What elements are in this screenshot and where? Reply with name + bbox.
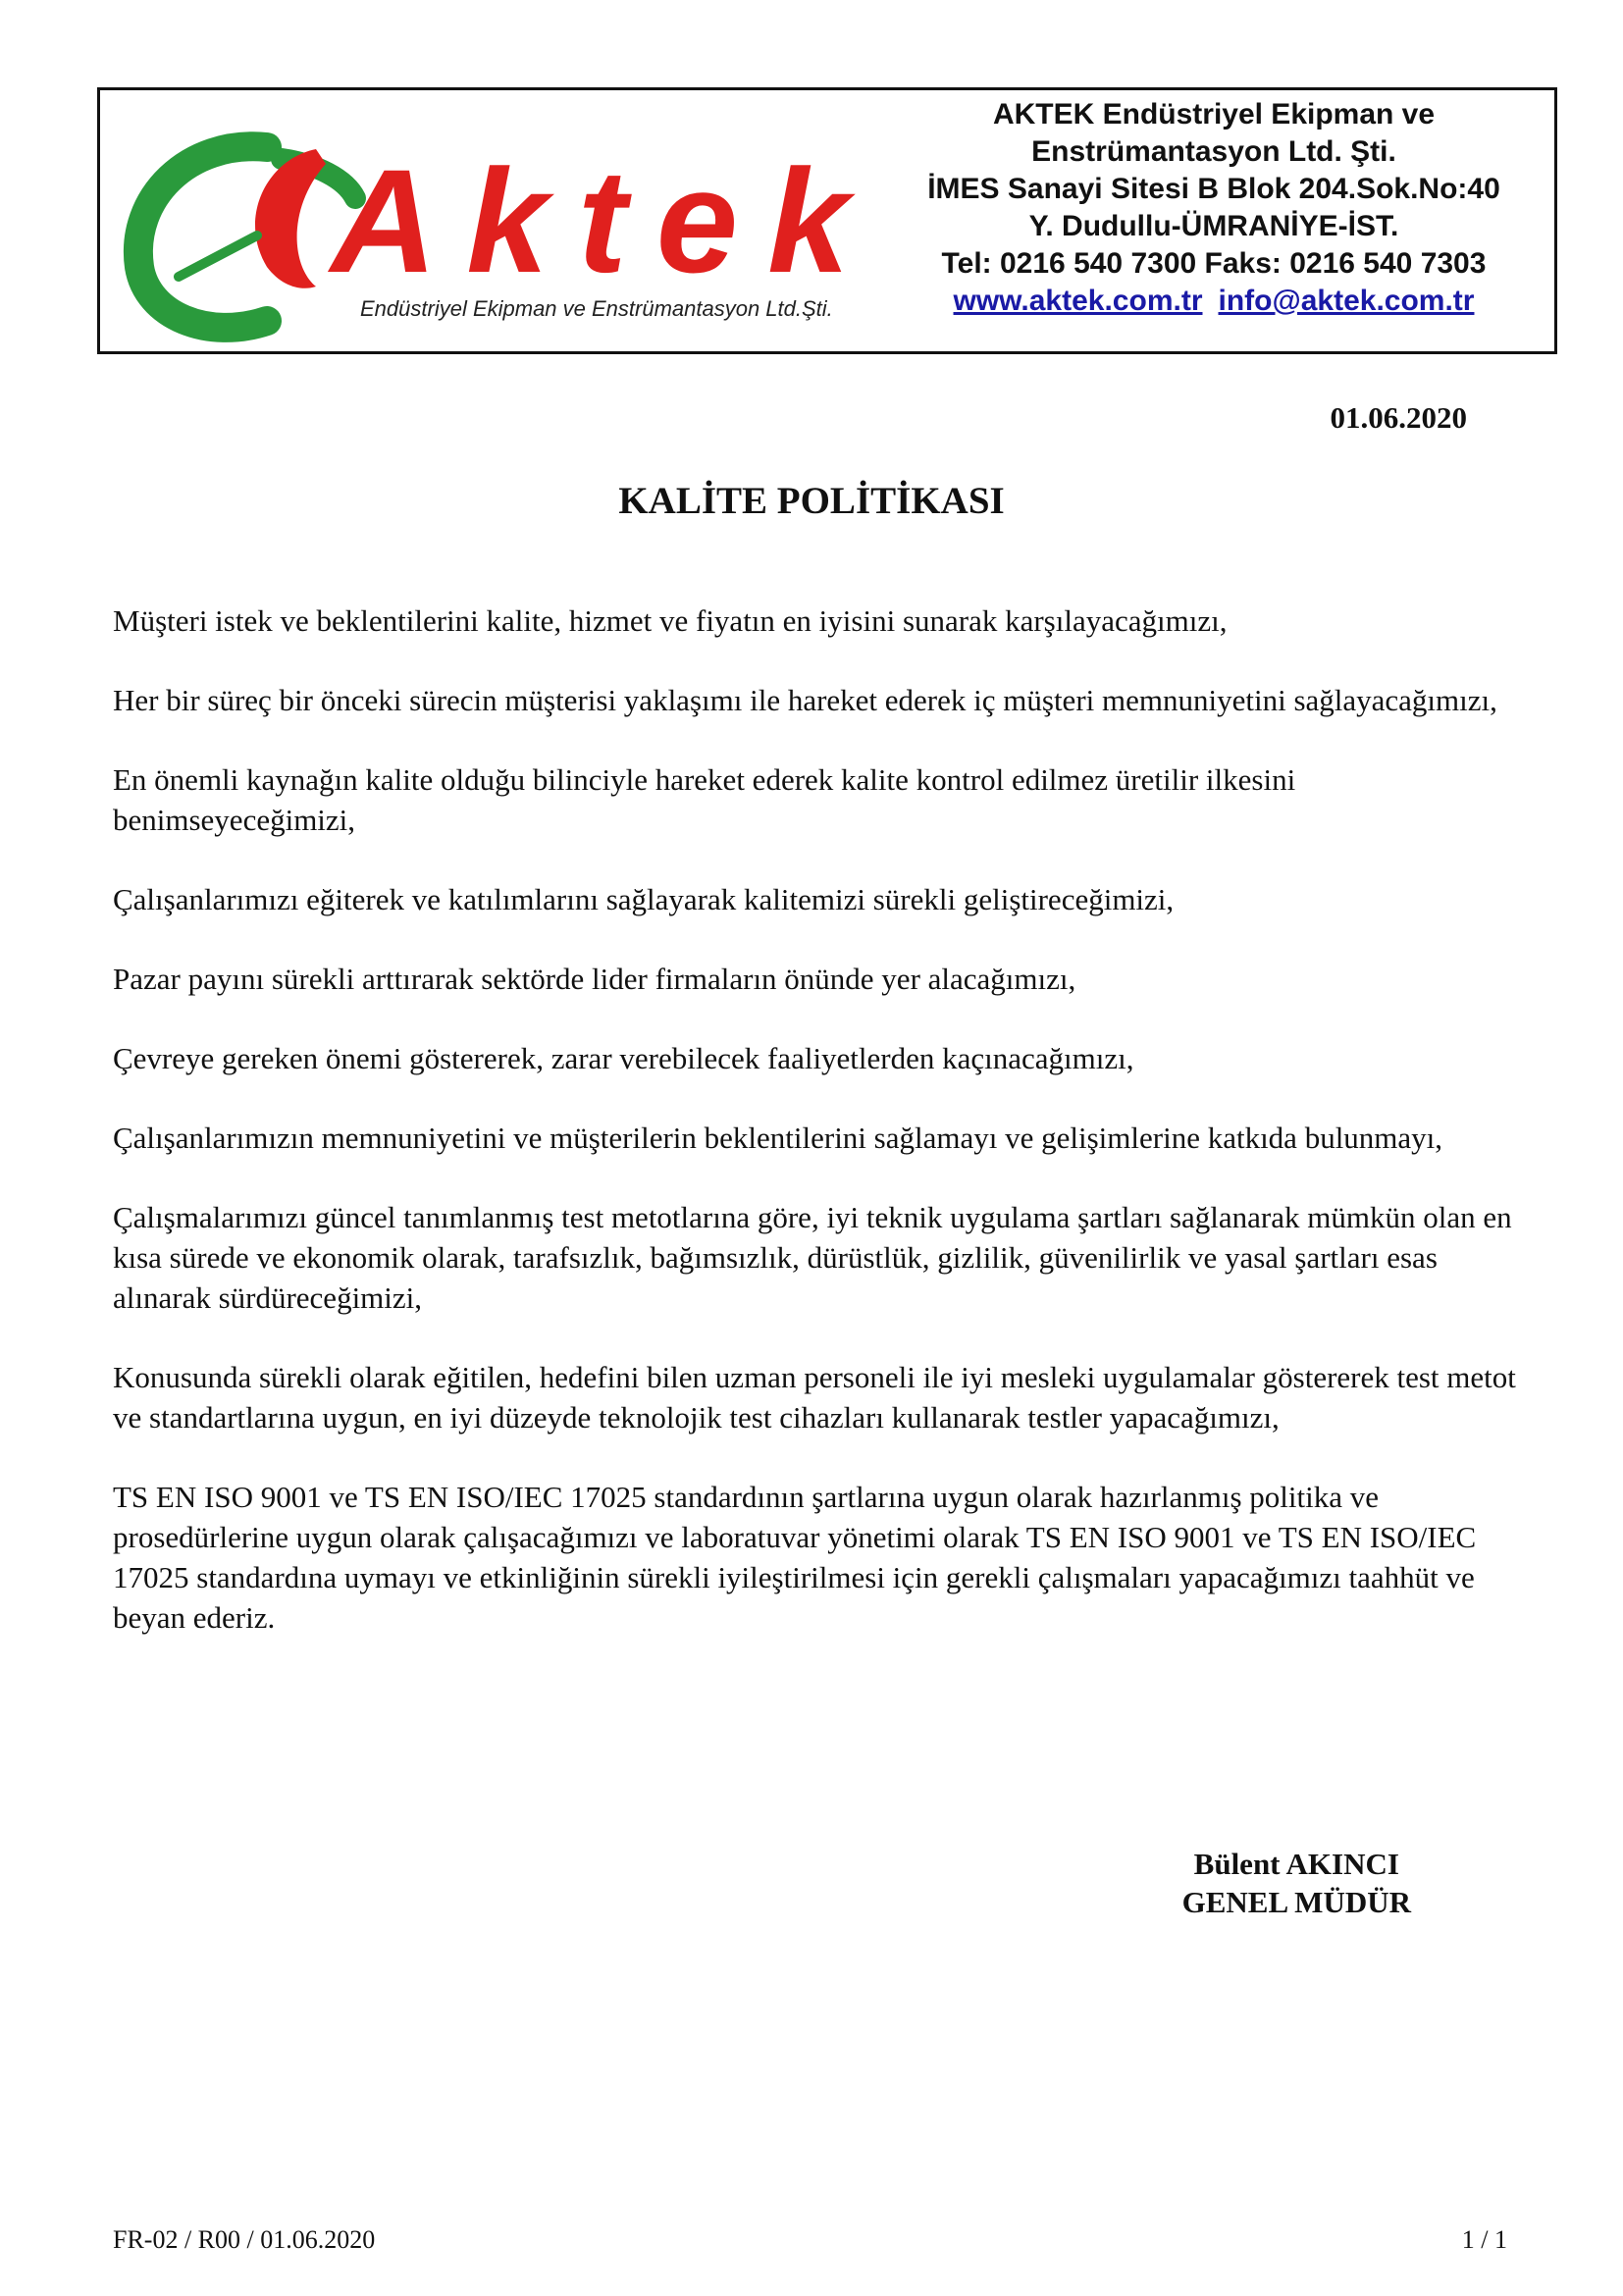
policy-paragraph: Pazar payını sürekli arttırarak sektörde lider firmaların önünde yer alacağımızı,: [113, 962, 1076, 996]
address-line2: Y. Dudullu-ÜMRANİYE-İST.: [1028, 210, 1399, 242]
policy-body: [113, 600, 1526, 1677]
policy-paragraph: Çalışanlarımızın memnuniyetini ve müşterilerin beklentilerini sağlamayı ve gelişimlerine katkıda bulunmayı,: [113, 1121, 1443, 1155]
policy-paragraph: Müşteri istek ve beklentilerini kalite, hizmet ve fiyatın en iyisini sunarak karşılayacağımızı,: [113, 603, 1228, 638]
document-title: KALİTE POLİTİKASI: [618, 480, 1005, 522]
address-line1: İMES Sanayi Sitesi B Blok 204.Sok.No:40: [927, 173, 1500, 205]
signature-block: [1182, 1845, 1411, 1921]
policy-paragraph: Çalışanlarımızı eğiterek ve katılımlarını sağlayarak kalitemizi sürekli geliştireceğimizi,: [113, 882, 1175, 916]
phone-fax-line: Tel: 0216 540 7300 Faks: 0216 540 7303: [941, 247, 1487, 280]
policy-paragraph: TS EN ISO 9001 ve TS EN ISO/IEC 17025 standardının şartlarına uygun olarak hazırlanmış politika ve prosedürlerine uygun olarak çalışacağımızı ve laboratuvar yönetimi olarak TS EN ISO 9001 ve TS EN ISO/IEC 17025 standardına uymayı ve etkinliğinin sürekli iyileştirilmesi için gerekli çalışmaları yapacağımızı taahhüt ve beyan ederiz.: [113, 1480, 1477, 1635]
document-date: 01.06.2020: [1330, 400, 1467, 435]
company-info: [895, 96, 1533, 320]
logo-wordmark: Aktek: [331, 138, 879, 303]
email-link[interactable]: info@aktek.com.tr: [1218, 285, 1475, 317]
aktek-logo: [120, 120, 879, 345]
letterhead: [97, 87, 1557, 354]
policy-paragraph: Çevreye gereken önemi göstererek, zarar verebilecek faaliyetlerden kaçınacağımızı,: [113, 1041, 1134, 1075]
policy-paragraph: Çalışmalarımızı güncel tanımlanmış test metotlarına göre, iyi teknik uygulama şartları sağlanarak mümkün olan en kısa sürede ve ekonomik olarak, tarafsızlık, bağımsızlık, dürüstlük, gizlilik, güvenilirlik ve yasal şartları esas alınarak sürdüreceğimizi,: [113, 1200, 1512, 1315]
policy-paragraph: Konusunda sürekli olarak eğitilen, hedefini bilen uzman personeli ile iyi mesleki uygulamalar göstererek test metot ve standartlarına uygun, en iyi düzeyde teknolojik test cihazları kullanarak testler yapacağımızı,: [113, 1360, 1516, 1435]
contact-links: [895, 283, 1533, 320]
page-number: 1 / 1: [1461, 2225, 1507, 2254]
form-code: FR-02 / R00 / 01.06.2020: [113, 2225, 376, 2254]
policy-paragraph: Her bir süreç bir önceki sürecin müşterisi yaklaşımı ile hareket ederek iç müşteri memnuniyetini sağlayacağımızı,: [113, 683, 1497, 717]
company-name-line2: Enstrümantasyon Ltd. Şti.: [1031, 135, 1396, 168]
website-link[interactable]: www.aktek.com.tr: [953, 285, 1203, 317]
signatory-title: GENEL MÜDÜR: [1181, 1885, 1411, 1919]
aktek-logo-graphic: [120, 120, 879, 345]
signatory-name: Bülent AKINCI: [1193, 1847, 1399, 1881]
logo-tagline: Endüstriyel Ekipman ve Enstrümantasyon Ltd.Şti.: [360, 296, 833, 321]
policy-paragraph: En önemli kaynağın kalite olduğu bilinciyle hareket ederek kalite kontrol edilmez üretilir ilkesini benimseyeceğimizi,: [113, 762, 1296, 837]
company-name-line1: AKTEK Endüstriyel Ekipman ve: [992, 98, 1436, 130]
